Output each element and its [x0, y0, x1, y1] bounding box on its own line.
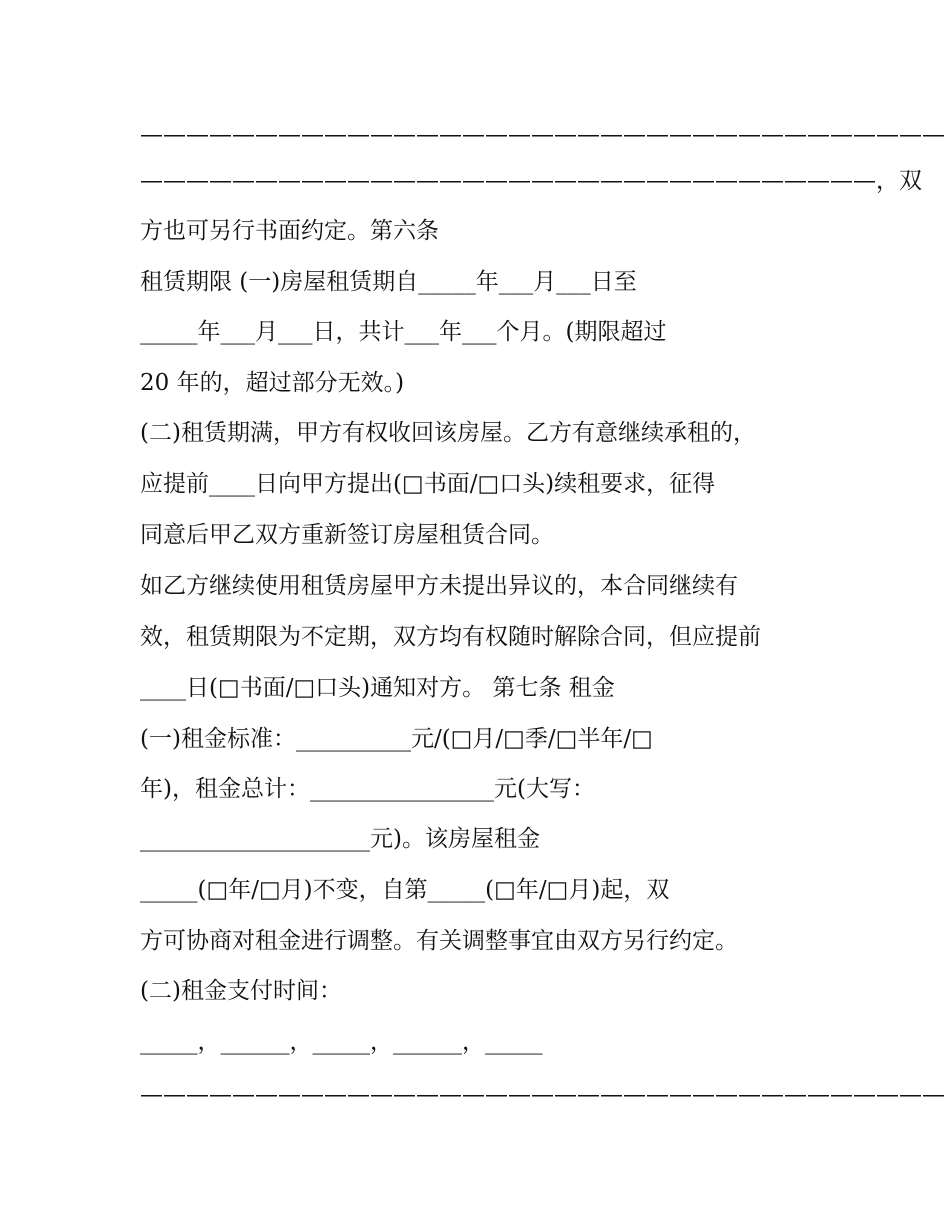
text-line — [140, 974, 342, 1008]
text-line-content: ____________________元)。该房屋租金 — [140, 826, 540, 852]
text-line — [140, 1025, 543, 1059]
text-line-content: (二)租金支付时间： — [140, 978, 342, 1004]
text-line — [140, 1078, 945, 1112]
text-line — [140, 822, 540, 856]
text-line — [140, 772, 595, 806]
text-line — [140, 164, 922, 198]
text-line-content: 应提前____日向甲方提出(□书面/□口头)续租要求，征得 — [140, 471, 716, 497]
text-line — [140, 118, 945, 152]
text-line — [140, 366, 404, 400]
text-line — [140, 620, 761, 654]
text-line-content: 20 年的，超过部分无效。) — [140, 370, 405, 396]
text-line-content: ——————————————————————————————————— — [140, 122, 945, 148]
text-line-content: _____年___月___日，共计___年___个月。(期限超过 — [140, 319, 667, 345]
text-line — [140, 518, 554, 552]
text-line-content: ————————————————————————————————，双 — [140, 168, 922, 194]
text-line-content: ——————————————————————————————————— — [140, 1082, 945, 1108]
text-line-content: ____日(□书面/□口头)通知对方。 第七条 租金 — [140, 675, 615, 701]
text-line-content: 方可协商对租金进行调整。有关调整事宜由双方另行约定。 — [140, 928, 738, 954]
text-line — [140, 924, 738, 958]
text-line-content: 同意后甲乙双方重新签订房屋租赁合同。 — [140, 522, 554, 548]
text-line — [140, 569, 738, 603]
text-line-content: _____，______，_____，______，_____ — [140, 1029, 543, 1055]
text-line — [140, 315, 666, 349]
text-line — [140, 671, 615, 705]
text-line-content: 效，租赁期限为不定期，双方均有权随时解除合同，但应提前 — [140, 624, 761, 650]
text-line — [140, 873, 669, 907]
text-line-content: (一)租金标准：__________元/(□月/□季/□半年/□ — [140, 726, 653, 752]
text-line-content: 如乙方继续使用租赁房屋甲方未提出异议的，本合同继续有 — [140, 573, 738, 599]
text-line — [140, 265, 637, 299]
text-line-content: 租赁期限 (一)房屋租赁期自_____年___月___日至 — [140, 269, 637, 295]
text-line — [140, 214, 439, 248]
text-line-content: 年)，租金总计：________________元(大写： — [140, 776, 595, 802]
text-line-content: (二)租赁期满，甲方有权收回该房屋。乙方有意继续承租的， — [140, 420, 756, 446]
text-line — [140, 467, 715, 501]
text-line-content: _____(□年/□月)不变，自第_____(□年/□月)起，双 — [140, 877, 670, 903]
text-line-content: 方也可另行书面约定。第六条 — [140, 218, 439, 244]
text-line — [140, 416, 756, 450]
text-line — [140, 722, 653, 756]
